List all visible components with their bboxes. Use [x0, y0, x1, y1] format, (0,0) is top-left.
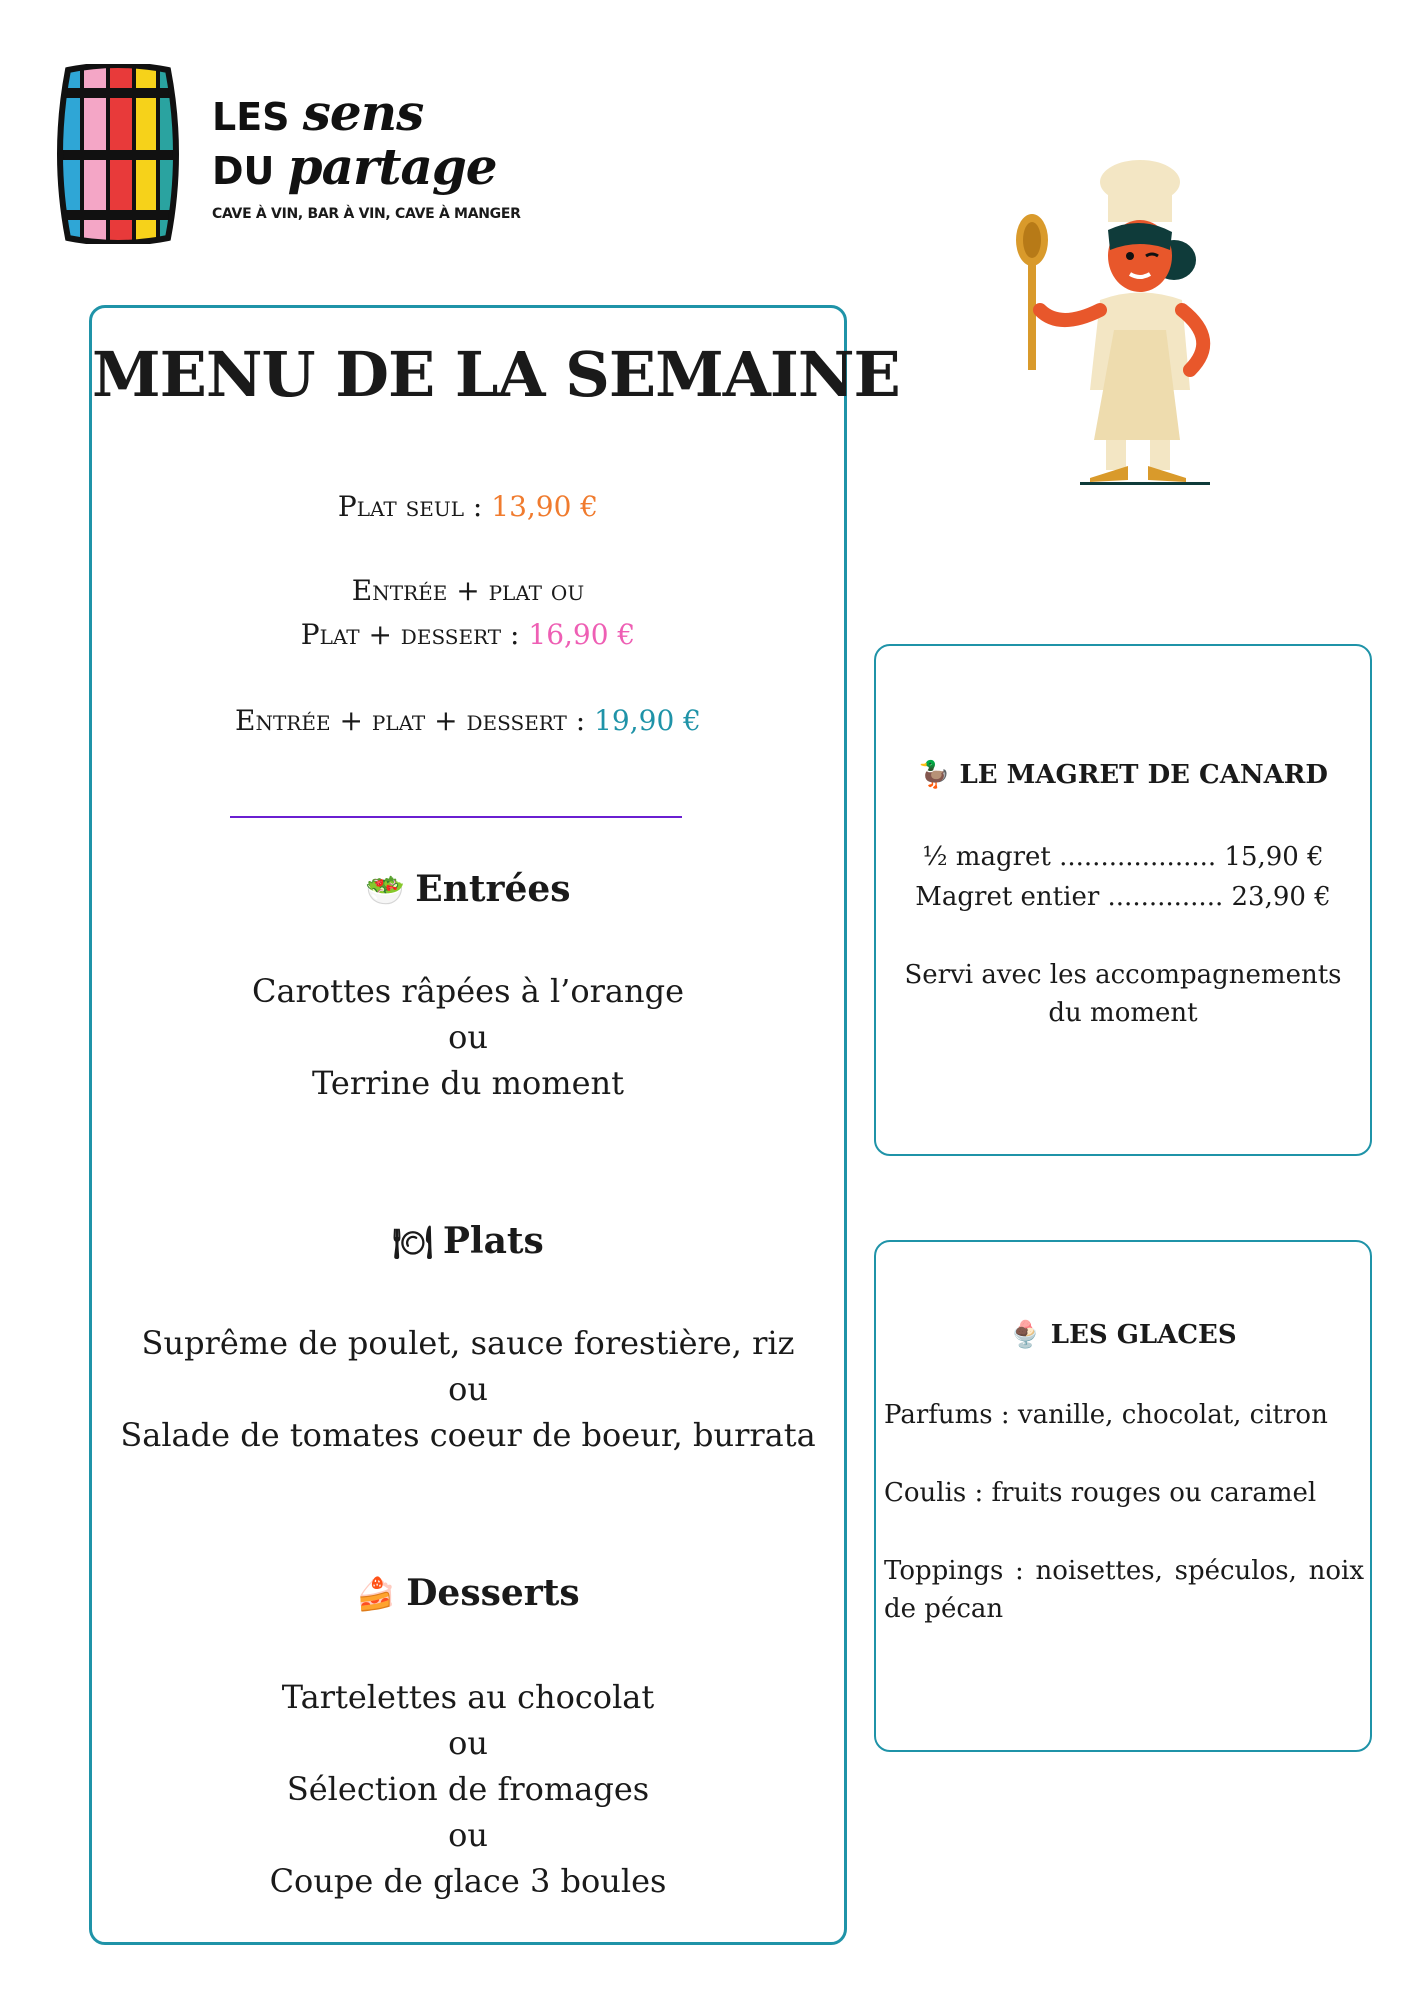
plate-cutlery-icon: 🍽 [392, 1223, 433, 1261]
price-label: Entrée + plat + dessert : [235, 704, 595, 737]
dish-item: Tartelettes au chocolat [281, 1678, 655, 1716]
brand-word-du: DU [212, 149, 288, 193]
price-label: Entrée + plat ou [351, 574, 585, 607]
section-title-entrees [92, 868, 844, 910]
dish-item: Suprême de poulet, sauce forestière, riz [141, 1324, 795, 1362]
glaces-card [874, 1240, 1372, 1752]
price-value: 19,90 € [594, 704, 701, 737]
dish-or: ou [448, 1724, 488, 1762]
brand-wordmark [212, 83, 521, 222]
price-plat-seul [92, 490, 844, 523]
price-entree-plat [92, 574, 844, 607]
magret-title [876, 760, 1370, 790]
chef-illustration [1010, 160, 1240, 490]
brand-word-sens: sens [302, 83, 424, 142]
section-title-desserts [92, 1572, 844, 1614]
dish-item: Terrine du moment [312, 1064, 624, 1102]
section-title-text: Desserts [406, 1572, 580, 1614]
magret-half-price: ½ magret ................... 15,90 € [922, 842, 1324, 872]
brand-tagline: CAVE À VIN, BAR À VIN, CAVE À MANGER [212, 206, 521, 222]
section-title-text: Plats [442, 1220, 544, 1262]
dish-or: ou [448, 1370, 488, 1408]
dish-item: Sélection de fromages [286, 1770, 650, 1808]
brand-word-partage: partage [287, 137, 497, 196]
magret-whole-price: Magret entier .............. 23,90 € [915, 882, 1331, 912]
weekly-menu-card [89, 305, 900, 1945]
magret-note: Servi avec les accompagnements [904, 960, 1342, 990]
price-label: Plat + dessert : [300, 618, 529, 651]
cake-icon: 🍰 [356, 1575, 397, 1613]
dish-item: Coupe de glace 3 boules [269, 1862, 667, 1900]
price-formule-complete [92, 704, 844, 737]
glaces-toppings: Toppings : noisettes, spéculos, noix de pécan [884, 1556, 1364, 1624]
menu-title: MENU DE LA SEMAINE [92, 338, 900, 411]
glaces-parfums: Parfums : vanille, chocolat, citron [884, 1400, 1328, 1430]
price-value: 13,90 € [491, 490, 599, 523]
salad-icon: 🥗 [365, 871, 406, 909]
wine-barrel-icon [48, 64, 188, 244]
section-divider [230, 816, 682, 818]
section-title-text: Entrées [415, 868, 571, 910]
dish-or: ou [448, 1816, 488, 1854]
dish-or: ou [448, 1018, 488, 1056]
magret-card [874, 644, 1372, 1156]
glaces-coulis: Coulis : fruits rouges ou caramel [884, 1478, 1317, 1508]
dish-item: Carottes râpées à l’orange [251, 972, 685, 1010]
dish-item: Salade de tomates coeur de boeur, burrata [120, 1416, 816, 1454]
price-value: 16,90 € [528, 618, 636, 651]
price-plat-dessert [92, 618, 844, 651]
magret-title-text: LE MAGRET DE CANARD [959, 760, 1328, 790]
brand-word-les: LES [212, 95, 303, 139]
price-label: Plat seul : [337, 490, 492, 523]
section-title-plats [92, 1220, 844, 1262]
ice-cream-icon: 🍨 [1009, 1320, 1042, 1350]
glaces-title-text: LES GLACES [1050, 1320, 1237, 1350]
duck-icon: 🦆 [918, 760, 951, 790]
glaces-title [876, 1320, 1370, 1350]
magret-note: du moment [1048, 998, 1198, 1028]
